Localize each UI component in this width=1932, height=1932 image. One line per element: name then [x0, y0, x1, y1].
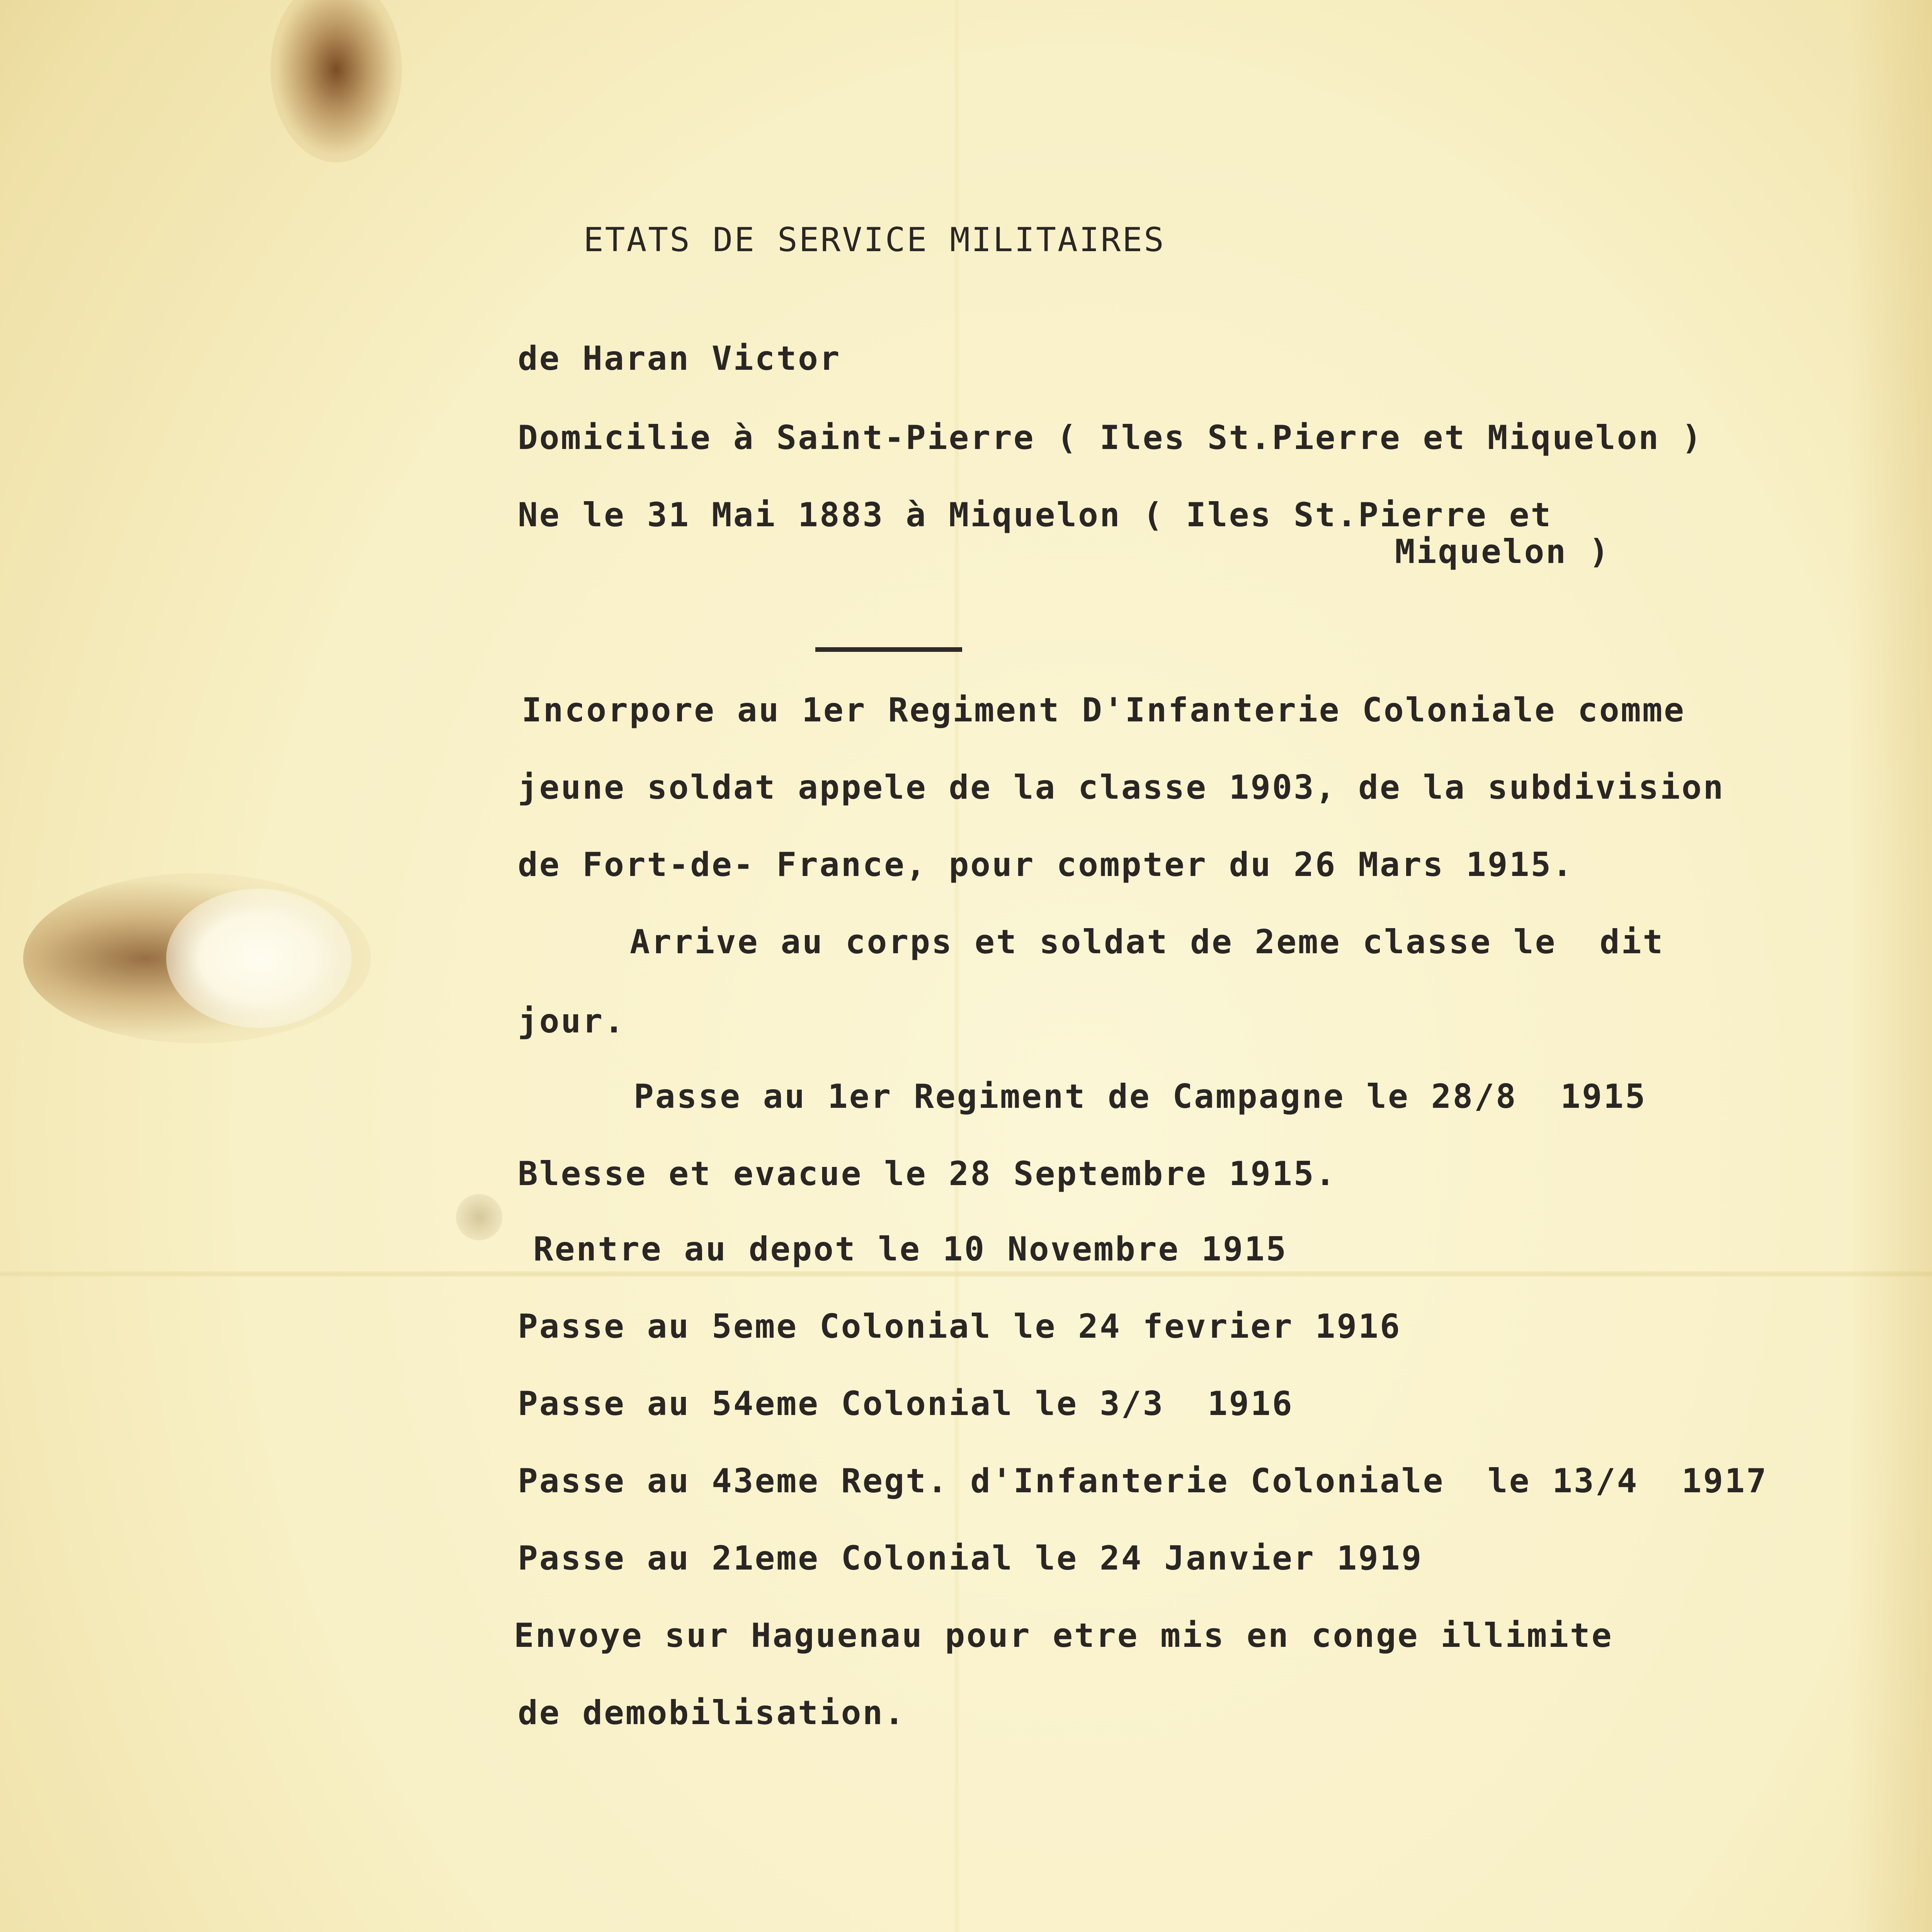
service-line-4: Arrive au corps et soldat de 2eme classe le dit: [630, 923, 1665, 961]
paper-edge-right: [1847, 0, 1932, 1932]
domicile-line: Domicilie à Saint-Pierre ( Iles St.Pierre et Miquelon ): [518, 418, 1703, 457]
paper-worn-spot: [166, 889, 352, 1028]
service-line-5: jour.: [518, 1002, 626, 1041]
paper-fold-horizontal: [0, 1271, 1932, 1277]
service-line-11: Passe au 43eme Regt. d'Infanterie Coloniale le 13/4 1917: [518, 1462, 1768, 1500]
service-line-13: Envoye sur Haguenau pour etre mis en conge illimite: [514, 1616, 1613, 1655]
service-line-8: Rentre au depot le 10 Novembre 1915: [533, 1230, 1288, 1269]
service-line-12: Passe au 21eme Colonial le 24 Janvier 1919: [518, 1539, 1423, 1578]
separator-rule: [815, 647, 962, 652]
service-line-1: Incorpore au 1er Regiment D'Infanterie Coloniale comme: [522, 691, 1685, 730]
service-line-6: Passe au 1er Regiment de Campagne le 28/8 1915: [634, 1077, 1647, 1116]
person-name: de Haran Victor: [518, 339, 841, 378]
service-line-3: de Fort-de- France, pour compter du 26 Mars 1915.: [518, 845, 1574, 884]
service-line-14: de demobilisation.: [518, 1694, 906, 1732]
rust-stain-top: [270, 0, 402, 162]
birth-line-1: Ne le 31 Mai 1883 à Miquelon ( Iles St.Pierre et: [518, 496, 1553, 534]
document-title: ETATS DE SERVICE MILITAIRES: [583, 221, 1165, 259]
service-line-2: jeune soldat appele de la classe 1903, de la subdivision: [518, 768, 1725, 807]
paper-spot: [456, 1194, 502, 1240]
birth-line-2: Miquelon ): [1395, 532, 1611, 571]
service-line-10: Passe au 54eme Colonial le 3/3 1916: [518, 1384, 1294, 1423]
service-line-7: Blesse et evacue le 28 Septembre 1915.: [518, 1155, 1337, 1193]
service-line-9: Passe au 5eme Colonial le 24 fevrier 1916: [518, 1307, 1401, 1346]
